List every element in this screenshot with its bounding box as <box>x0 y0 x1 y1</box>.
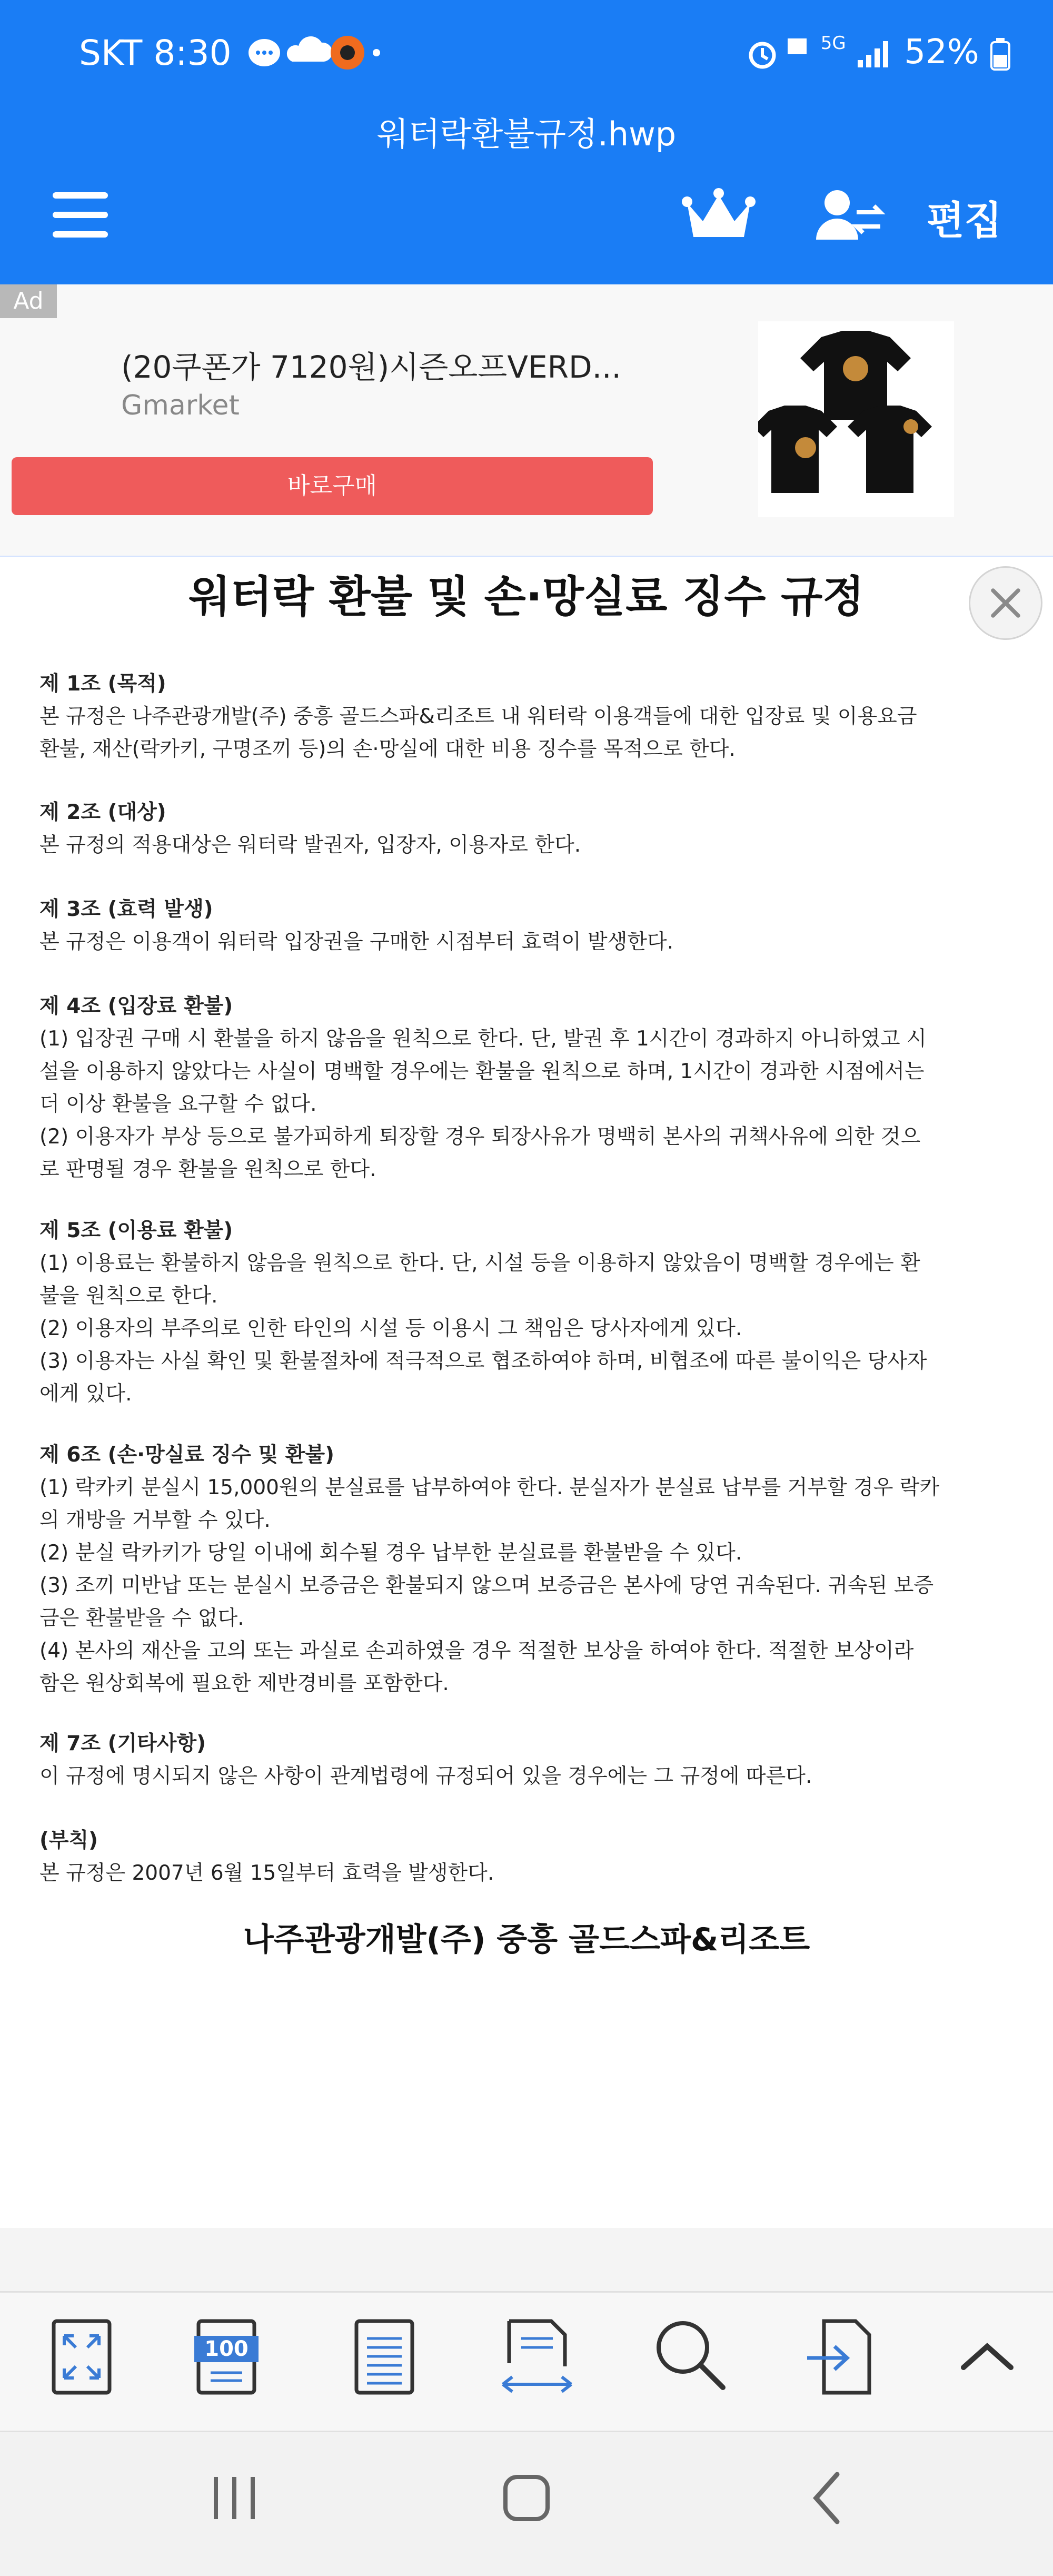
status-right <box>747 33 1011 72</box>
article-line: 로 판명될 경우 환불을 원칙으로 한다. <box>39 1158 376 1181</box>
article-line: (2) 이용자가 부상 등으로 불가피하게 퇴장할 경우 퇴장사유가 명백히 본사의 귀책사유에 의한 것으 <box>39 1125 921 1149</box>
article-line: 본 규정은 이용객이 워터락 입장권을 구매한 시점부터 효력이 발생한다. <box>39 930 674 954</box>
article-4 <box>39 990 992 1186</box>
article-line: (3) 조끼 미반납 또는 분실시 보증금은 환불되지 않으며 보증금은 본사에 당연 귀속된다. 귀속된 보증 <box>39 1574 934 1597</box>
article-heading: 제 4조 (입장료 환불) <box>39 994 233 1018</box>
article-line: 본 규정의 적용대상은 워터락 발권자, 입장자, 이용자로 한다. <box>39 833 581 857</box>
article-heading: 제 3조 (효력 발생) <box>39 897 213 921</box>
article-heading: (부칙) <box>39 1829 98 1852</box>
file-title: 워터락환불규정.hwp <box>376 115 677 153</box>
ad-badge: Ad <box>0 284 57 318</box>
notification-icons-svg <box>247 33 384 75</box>
page-gap <box>0 2228 1053 2291</box>
zoom-level: 100 <box>204 2337 249 2361</box>
article-heading: 제 2조 (대상) <box>39 801 166 824</box>
article-line: 설을 이용하지 않았다는 사실이 명백할 경우에는 환불을 원칙으로 하며, 1시간이 경과한 시점에서는 <box>39 1060 925 1083</box>
ad-banner[interactable] <box>0 284 1053 556</box>
article-heading: 제 7조 (기타사항) <box>39 1732 206 1755</box>
fit-screen-icon[interactable] <box>42 2315 121 2399</box>
ad-brand: Gmarket <box>121 390 240 421</box>
close-icon[interactable] <box>969 566 1042 640</box>
article-line: 본 규정은 나주관광개발(주) 중흥 골드스파&리조트 내 워터락 이용객들에 대한 입장료 및 이용요금 <box>39 705 917 728</box>
article-line: 함은 원상회복에 필요한 제반경비를 포함한다. <box>39 1672 449 1695</box>
article-line: 에게 있다. <box>39 1382 132 1406</box>
article-2 <box>39 796 992 862</box>
recent-apps-icon[interactable] <box>203 2466 266 2530</box>
alarm-icon <box>747 35 810 72</box>
article-line: (2) 분실 락카키가 당일 이내에 회수될 경우 납부한 분실료를 환불받을 수 있다. <box>39 1541 742 1565</box>
article-line: 본 규정은 2007년 6월 15일부터 효력을 발생한다. <box>39 1861 494 1885</box>
ad-buy-button[interactable]: 바로구매 <box>12 457 653 515</box>
article-line: (1) 락카키 분실시 15,000원의 분실료를 납부하여야 한다. 분실자가 분실료 납부를 거부할 경우 락카 <box>39 1476 940 1499</box>
status-carrier-time <box>79 33 232 73</box>
article-line: 불을 원칙으로 한다. <box>39 1284 218 1308</box>
product-image[interactable] <box>758 321 954 517</box>
go-to-page-icon[interactable] <box>803 2315 882 2399</box>
battery-icon <box>990 37 1011 71</box>
home-icon[interactable] <box>495 2466 558 2530</box>
article-line: 이 규정에 명시되지 않은 사항이 관계법령에 규정되어 있을 경우에는 그 규정에 따른다. <box>39 1764 812 1788</box>
search-icon[interactable] <box>650 2315 729 2399</box>
article-supplementary <box>39 1824 992 1890</box>
edit-button[interactable]: 편집 <box>927 198 1002 243</box>
user-switch-icon[interactable] <box>813 187 887 245</box>
document-title: 워터락 환불 및 손·망실료 징수 규정 <box>188 572 865 622</box>
system-nav-bar <box>0 2431 1053 2576</box>
article-line: 환불, 재산(락카키, 구명조끼 등)의 손·망실에 대한 비용 징수를 목적으로 한다. <box>39 737 736 761</box>
article-heading: 제 6조 (손·망실료 징수 및 환불) <box>39 1443 334 1467</box>
article-line: (3) 이용자는 사실 확인 및 환불절차에 적극적으로 협조하여야 하며, 비협조에 따른 불이익은 당사자 <box>39 1349 927 1373</box>
article-line: (2) 이용자의 부주의로 인한 타인의 시설 등 이용시 그 책임은 당사자에게 있다. <box>39 1317 742 1340</box>
article-line: 의 개방을 거부할 수 있다. <box>39 1508 271 1532</box>
article-line: 더 이상 환불을 요구할 수 없다. <box>39 1092 317 1116</box>
organization-name: 나주관광개발(주) 중흥 골드스파&리조트 <box>243 1921 810 1958</box>
article-7 <box>39 1728 992 1793</box>
clock: 8:30 <box>153 33 232 73</box>
zoom-button[interactable] <box>187 2315 266 2399</box>
article-3 <box>39 893 992 959</box>
article-line: 금은 환불받을 수 없다. <box>39 1606 244 1630</box>
app-bar <box>0 92 1053 284</box>
menu-icon[interactable] <box>53 192 108 237</box>
article-line: (1) 입장권 구매 시 환불을 하지 않음을 원칙으로 한다. 단, 발권 후 1시간이 경과하지 아니하였고 시 <box>39 1027 927 1051</box>
carrier-name: SKT <box>79 33 143 73</box>
ad-headline[interactable]: (20쿠폰가 7120원)시즌오프VERD... <box>121 349 621 385</box>
status-bar <box>0 0 1053 92</box>
article-heading: 제 5조 (이용료 환불) <box>39 1219 233 1242</box>
bottom-toolbar <box>0 2291 1053 2432</box>
back-icon[interactable] <box>795 2466 858 2530</box>
notification-icons <box>247 33 384 83</box>
article-1 <box>39 668 992 766</box>
battery-level: 52% <box>904 33 979 72</box>
article-heading: 제 1조 (목적) <box>39 672 166 696</box>
chevron-up-icon[interactable] <box>948 2315 1027 2399</box>
article-line: (4) 본사의 재산을 고의 또는 과실로 손괴하였을 경우 적절한 보상을 하여야 한다. 적절한 보상이라 <box>39 1639 914 1663</box>
network-type: 5G <box>820 33 846 54</box>
page-view-icon[interactable] <box>345 2315 424 2399</box>
crown-icon[interactable] <box>682 187 756 245</box>
article-6 <box>39 1439 992 1700</box>
article-5 <box>39 1215 992 1410</box>
page-width-icon[interactable] <box>498 2315 577 2399</box>
article-line: (1) 이용료는 환불하지 않음을 원칙으로 한다. 단, 시설 등을 이용하지 않았음이 명백할 경우에는 환 <box>39 1251 920 1275</box>
signal-icon <box>857 38 893 70</box>
